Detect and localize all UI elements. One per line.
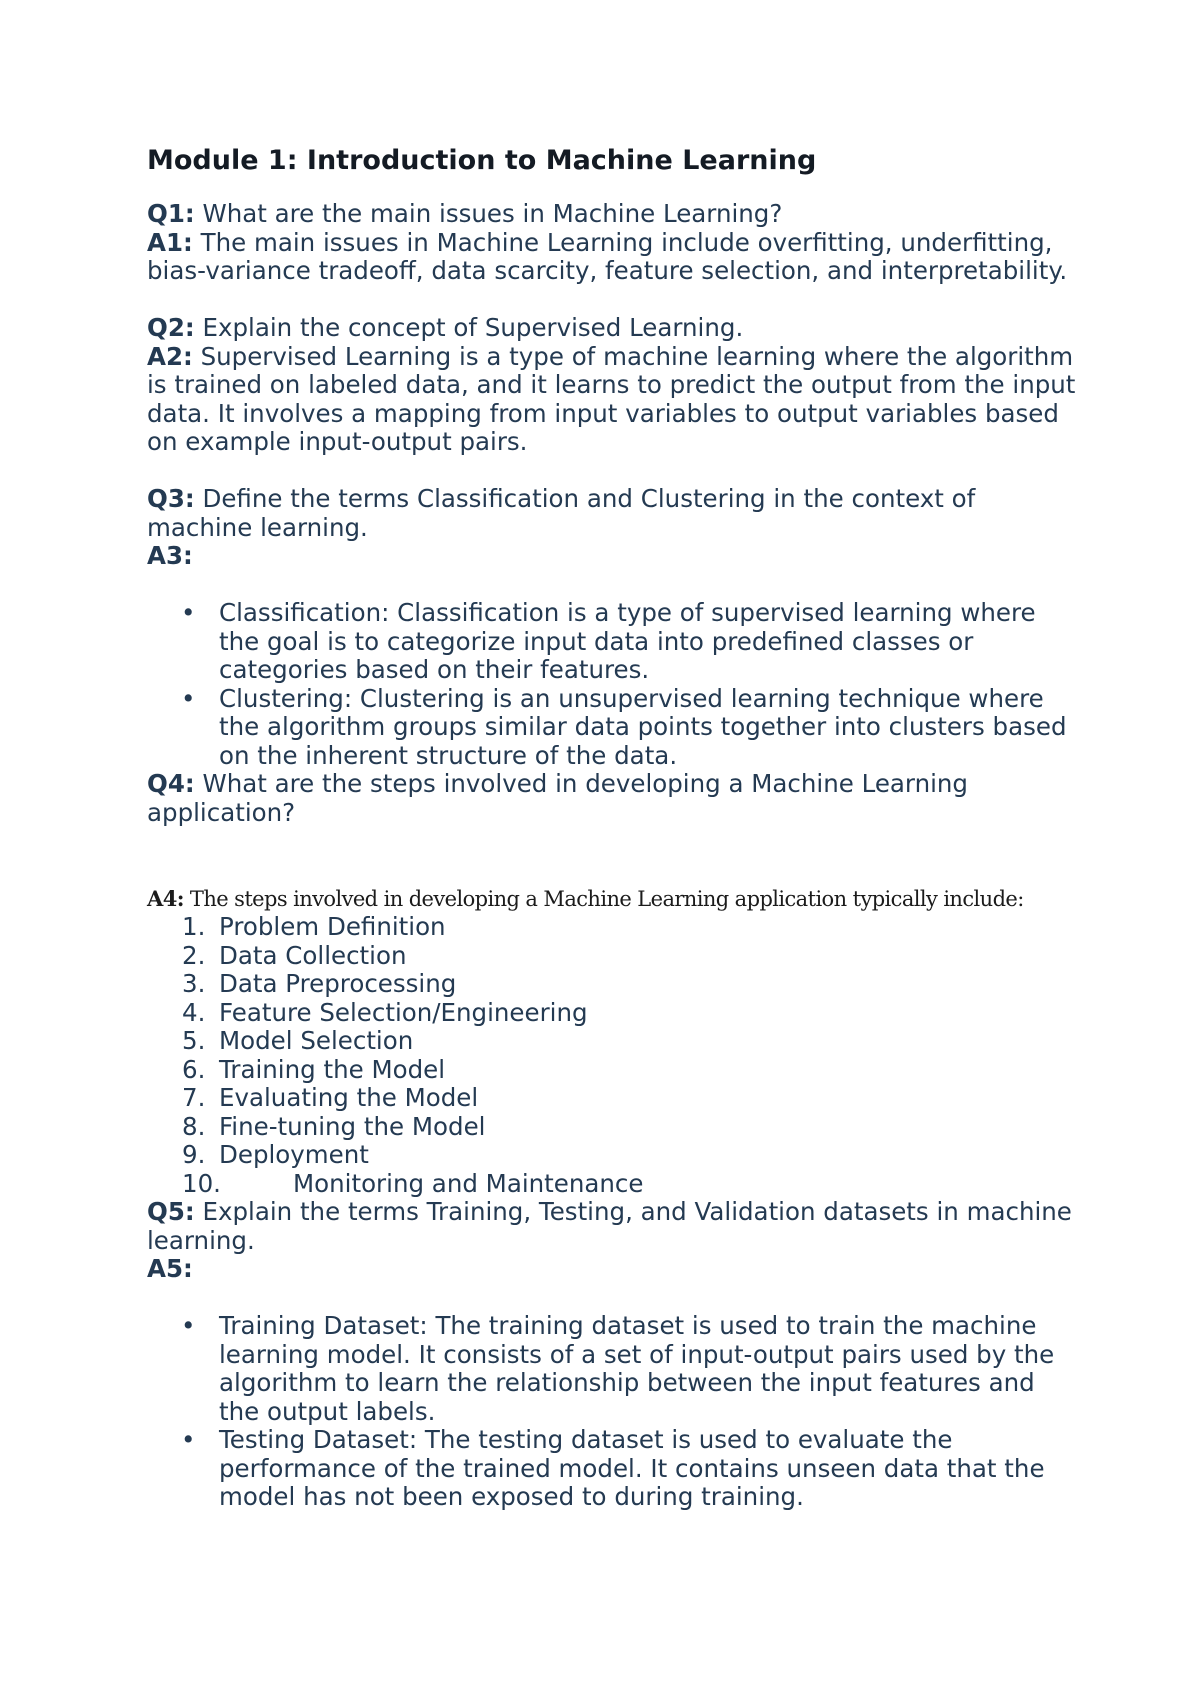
question-label: Q2: bbox=[147, 313, 195, 342]
answer-label: A3: bbox=[147, 541, 193, 570]
answer-text: Supervised Learning is a type of machine learning where the algorithm is trained on labeled data, and it learns to predict the output from the input data. It involves a mapping from input variables to output variables based on example input-output pairs. bbox=[147, 341, 1076, 456]
list-item-text: Training the Model bbox=[219, 1054, 446, 1084]
list-item bbox=[147, 1027, 1077, 1056]
list-number: 5. bbox=[182, 1026, 206, 1055]
list-item-text: Problem Definition bbox=[219, 912, 446, 941]
list-item-text: Fine-tuning the Model bbox=[219, 1111, 486, 1141]
answer-label: A4: bbox=[147, 886, 184, 911]
list-number: 3. bbox=[182, 969, 206, 998]
question-label: Q4: bbox=[147, 769, 195, 798]
list-item-text: Monitoring and Maintenance bbox=[293, 1168, 644, 1198]
question-2 bbox=[147, 314, 1077, 343]
list-item bbox=[147, 942, 1077, 971]
question-label: Q3: bbox=[147, 484, 195, 513]
spacer bbox=[147, 571, 1077, 600]
answer-3 bbox=[147, 542, 1077, 571]
list-item bbox=[147, 913, 1077, 942]
list-item bbox=[147, 999, 1077, 1028]
list-item-text: Clustering: Clustering is an unsupervised learning technique where the algorithm groups similar data points together into clusters based on the inherent structure of the data. bbox=[219, 683, 1067, 770]
answer-4 bbox=[147, 885, 1077, 913]
question-text: Explain the terms Training, Testing, and Validation datasets in machine learning. bbox=[147, 1197, 1072, 1255]
list-number: 6. bbox=[182, 1054, 206, 1084]
list-number: 7. bbox=[182, 1083, 206, 1112]
spacer bbox=[147, 286, 1077, 315]
question-text: What are the steps involved in developing a Machine Learning application? bbox=[147, 769, 968, 827]
answer-label: A5: bbox=[147, 1254, 193, 1283]
bullet-icon: • bbox=[181, 598, 196, 627]
list-item bbox=[147, 970, 1077, 999]
question-1 bbox=[147, 200, 1077, 229]
list-item-text: Data Preprocessing bbox=[219, 969, 457, 998]
list-item-text: Data Collection bbox=[219, 940, 407, 970]
question-label: Q1: bbox=[147, 199, 195, 228]
question-text: What are the main issues in Machine Learning? bbox=[194, 199, 783, 228]
list-number: 2. bbox=[182, 940, 206, 970]
answer-5-bullet-list bbox=[147, 1312, 1077, 1512]
list-item-text: Feature Selection/Engineering bbox=[219, 997, 588, 1027]
list-item bbox=[147, 1056, 1077, 1085]
answer-5 bbox=[147, 1255, 1077, 1284]
list-item bbox=[147, 1113, 1077, 1142]
bullet-icon: • bbox=[181, 683, 196, 713]
answer-1 bbox=[147, 229, 1077, 286]
list-item bbox=[147, 685, 1077, 771]
list-item-text: Model Selection bbox=[219, 1026, 414, 1055]
list-item bbox=[147, 599, 1077, 685]
answer-3-bullet-list bbox=[147, 599, 1077, 770]
page-title: Module 1: Introduction to Machine Learning bbox=[147, 145, 817, 176]
list-item-text: Classification: Classification is a type of supervised learning where the goal is to categorize input data into predefined classes or categories based on their features. bbox=[219, 598, 1036, 684]
question-3 bbox=[147, 485, 1077, 542]
list-item-text: Deployment bbox=[219, 1140, 369, 1169]
list-number: 8. bbox=[182, 1111, 206, 1141]
list-number: 1. bbox=[182, 912, 206, 941]
list-item-text: Testing Dataset: The testing dataset is used to evaluate the performance of the trained model. It contains unseen data that the model has not been exposed to during training. bbox=[219, 1425, 1045, 1511]
question-5 bbox=[147, 1198, 1077, 1255]
question-4 bbox=[147, 770, 1077, 827]
list-item bbox=[147, 1170, 1077, 1199]
question-text: Define the terms Classification and Clustering in the context of machine learning. bbox=[147, 484, 976, 542]
answer-text: The main issues in Machine Learning include overfitting, underfitting, bias-variance tradeoff, data scarcity, feature selection, and interpretability. bbox=[147, 227, 1068, 285]
question-label: Q5: bbox=[147, 1197, 195, 1226]
list-number: 4. bbox=[182, 997, 206, 1027]
list-item-text: Evaluating the Model bbox=[219, 1083, 479, 1112]
bullet-icon: • bbox=[181, 1311, 196, 1340]
list-item bbox=[147, 1084, 1077, 1113]
list-number: 9. bbox=[182, 1140, 206, 1169]
question-text: Explain the concept of Supervised Learning. bbox=[194, 313, 744, 342]
spacer bbox=[147, 457, 1077, 486]
answer-text: The steps involved in developing a Machine Learning application typically include: bbox=[183, 887, 1024, 911]
spacer bbox=[147, 1284, 1077, 1313]
list-item bbox=[147, 1141, 1077, 1170]
list-item-text: Training Dataset: The training dataset is used to train the machine learning model. It consists of a set of input-output pairs used by the algorithm to learn the relationship between the input features and the output labels. bbox=[219, 1311, 1055, 1426]
list-item bbox=[147, 1312, 1077, 1426]
answer-2 bbox=[147, 343, 1077, 457]
list-item bbox=[147, 1426, 1077, 1512]
bullet-icon: • bbox=[181, 1425, 196, 1454]
answer-4-steps-list bbox=[147, 913, 1077, 1198]
list-number: 10. bbox=[182, 1168, 221, 1198]
document-page bbox=[147, 134, 1077, 1512]
answer-label: A2: bbox=[147, 341, 193, 371]
answer-label: A1: bbox=[147, 227, 193, 257]
